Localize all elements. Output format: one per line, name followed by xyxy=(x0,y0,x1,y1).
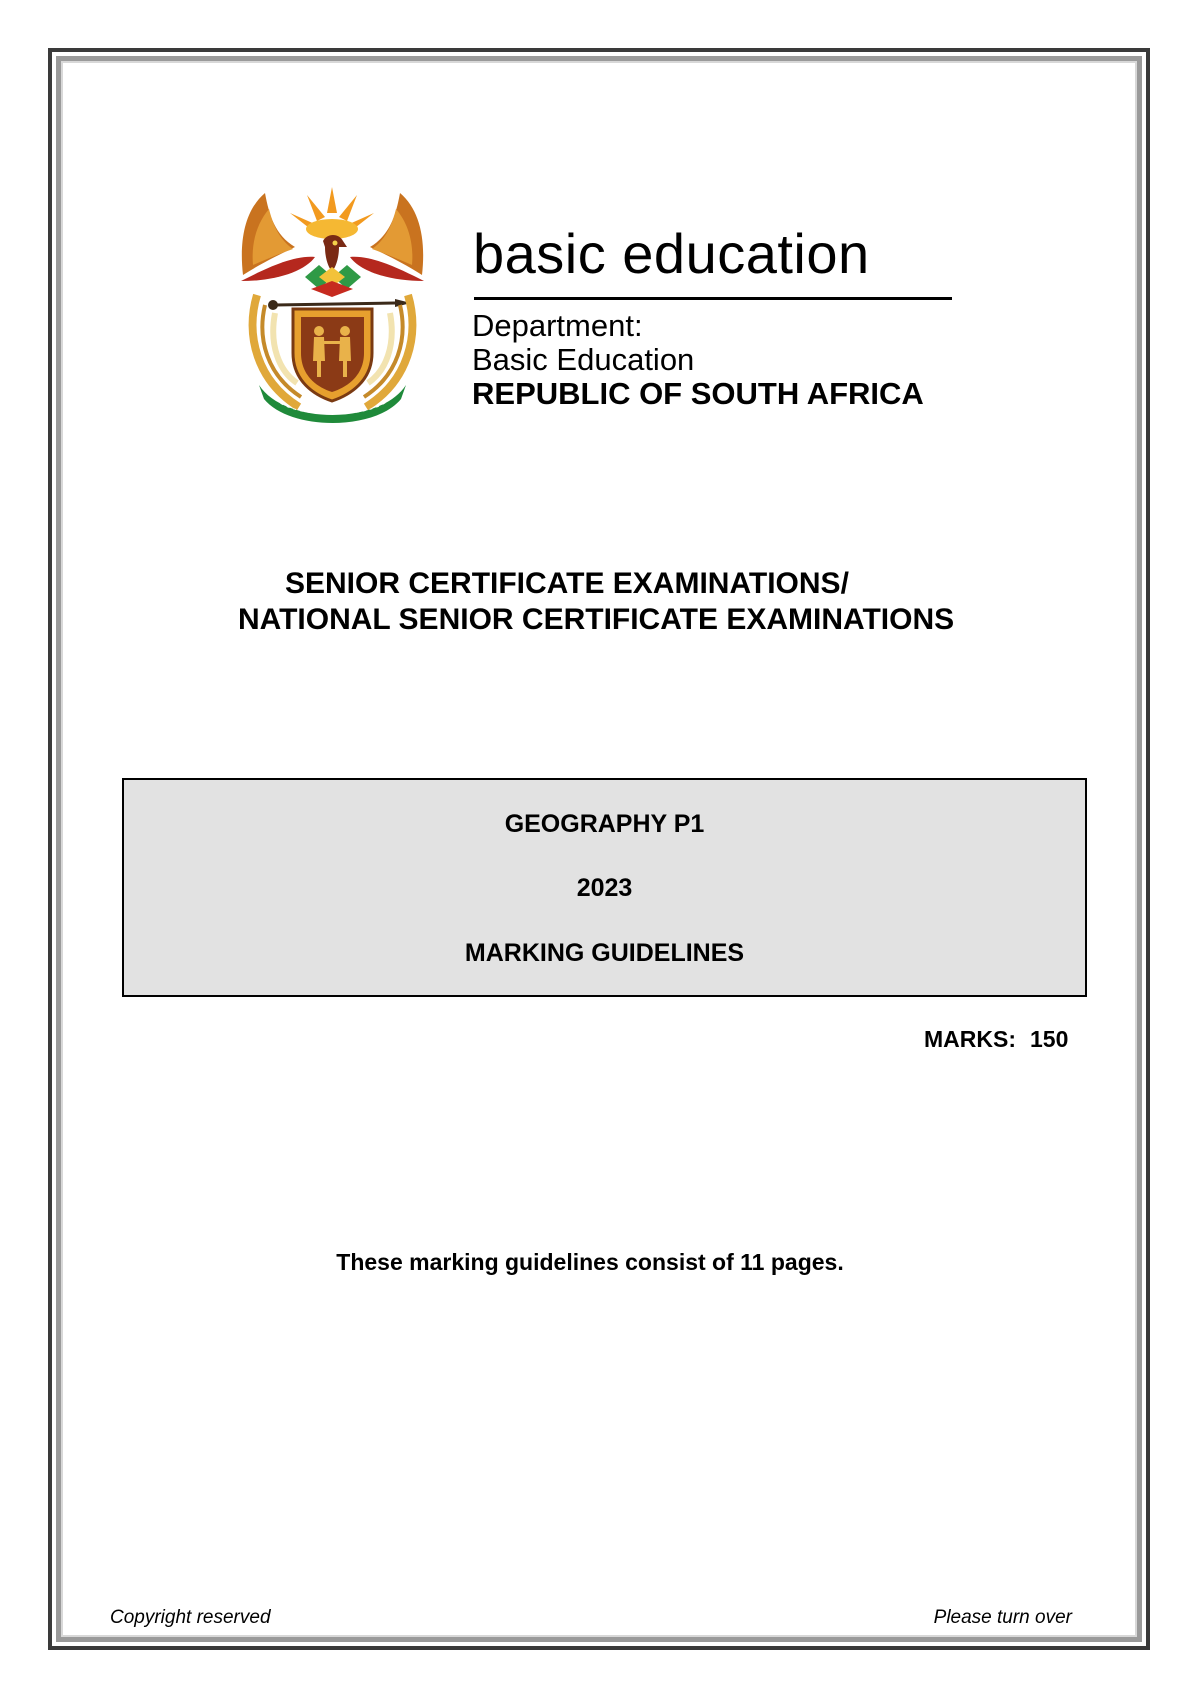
sun-icon xyxy=(290,187,374,239)
brand-underline xyxy=(474,297,952,300)
country-name: REPUBLIC OF SOUTH AFRICA xyxy=(472,376,924,411)
footer-copyright: Copyright reserved xyxy=(110,1607,271,1628)
exam-title-line1: SENIOR CERTIFICATE EXAMINATIONS/ xyxy=(285,567,849,600)
department-name: Basic Education xyxy=(472,342,695,377)
exam-year: 2023 xyxy=(576,874,633,902)
exam-title-line2: NATIONAL SENIOR CERTIFICATE EXAMINATIONS xyxy=(238,603,955,636)
coat-of-arms-icon xyxy=(235,185,430,430)
subject-name: GEOGRAPHY P1 xyxy=(504,810,705,838)
department-label: Department: xyxy=(472,308,643,343)
marks-label: MARKS: xyxy=(924,1026,1016,1052)
subject-box xyxy=(122,778,1087,997)
brand-name: basic education xyxy=(473,222,870,285)
marks-total xyxy=(924,1028,1068,1051)
document-type: MARKING GUIDELINES xyxy=(464,939,745,967)
footer-turn-over: Please turn over xyxy=(933,1607,1072,1628)
page-count-note: These marking guidelines consist of 11 pages. xyxy=(336,1249,844,1275)
marks-value: 150 xyxy=(1030,1026,1069,1052)
